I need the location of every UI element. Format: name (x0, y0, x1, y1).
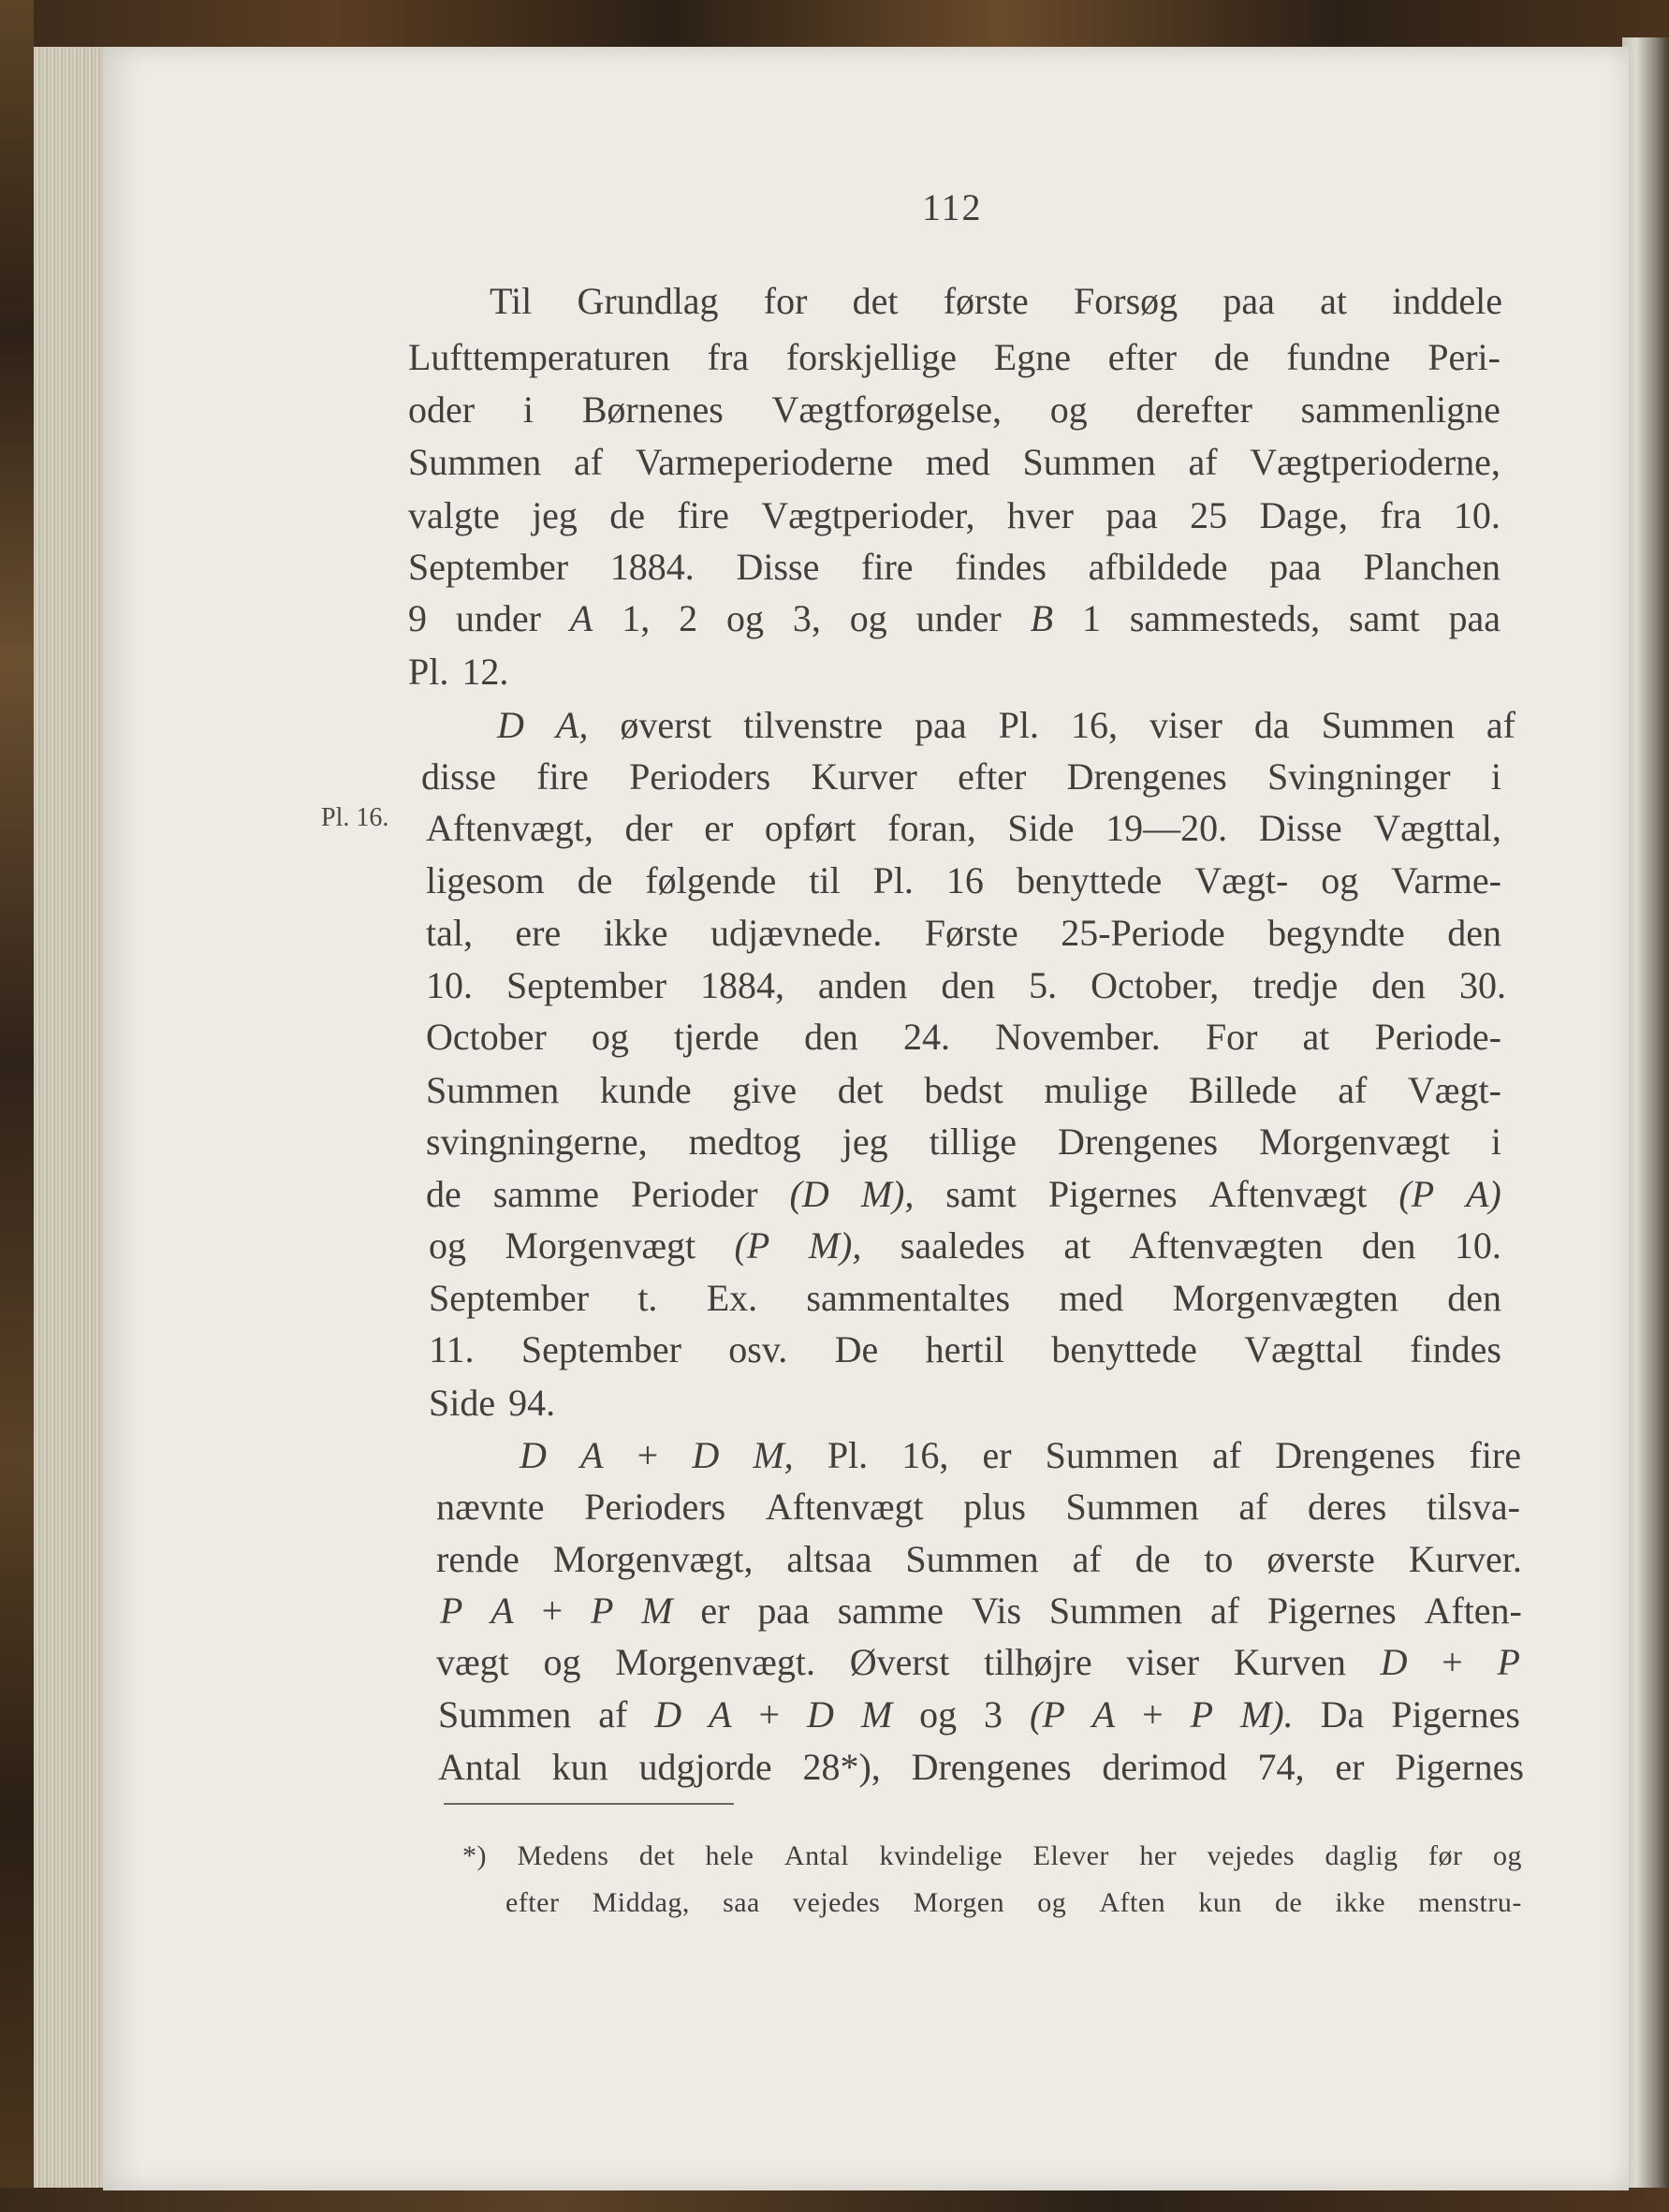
page-number: 112 (922, 186, 983, 228)
text-line: 10. September 1884, anden den 5. October, tredje den 30. (426, 964, 1506, 1006)
text-line: oder i Børnenes Vægtforøgelse, og derefter sammenligne (408, 388, 1501, 431)
text-line: Aftenvægt, der er opført foran, Side 19—20. Disse Vægttal, (426, 807, 1501, 849)
text-line: Summen af D A + D M og 3 (P A + P M). Da Pigernes (438, 1693, 1520, 1736)
text-line: P A + P M er paa samme Vis Summen af Pigernes Aften- (440, 1589, 1522, 1632)
page-edges (34, 47, 109, 2190)
text-line: D A + D M, Pl. 16, er Summen af Drengenes fire (520, 1434, 1521, 1476)
footnote-line: efter Middag, saa vejedes Morgen og Aften kun de ikke menstru- (505, 1887, 1522, 1918)
text-line: September t. Ex. sammentaltes med Morgenvægten den (429, 1277, 1501, 1319)
text-line: svingningerne, medtog jeg tillige Drengenes Morgenvægt i (426, 1121, 1501, 1163)
book-cover-left (0, 0, 34, 2212)
text-line: de samme Perioder (D M), samt Pigernes Aftenvægt (P A) (426, 1173, 1501, 1215)
text-line: Summen af Varmeperioderne med Summen af Vægtperioderne, (408, 441, 1501, 483)
text-line: vægt og Morgenvægt. Øverst tilhøjre viser Kurven D + P (436, 1641, 1520, 1683)
margin-note: Pl. 16. (321, 803, 389, 832)
text-line: Antal kun udgjorde 28*), Drengenes derimod 74, er Pigernes (438, 1746, 1524, 1788)
text-line: Til Grundlag for det første Forsøg paa at inddele (490, 280, 1502, 322)
text-line: Summen kunde give det bedst mulige Billede af Vægt- (426, 1069, 1501, 1111)
text-line: rende Morgenvægt, altsaa Summen af de to øverste Kurver. (436, 1538, 1522, 1580)
footnote-rule (444, 1803, 734, 1805)
text-line: tal, ere ikke udjævnede. Første 25-Periode begyndte den (426, 912, 1501, 954)
text-line: disse fire Perioders Kurver efter Drengenes Svingninger i (421, 755, 1501, 798)
text-line: September 1884. Disse fire findes afbildede paa Planchen (408, 546, 1501, 588)
text-line: 9 under A 1, 2 og 3, og under B 1 sammesteds, samt paa (408, 597, 1501, 639)
text-line: og Morgenvægt (P M), saaledes at Aftenvægten den 10. (429, 1224, 1501, 1267)
footnote-line: *) Medens det hele Antal kvindelige Elever her vejedes daglig før og (462, 1840, 1522, 1871)
text-line: ligesom de følgende til Pl. 16 benyttede Vægt- og Varme- (426, 859, 1501, 901)
text-line: Lufttemperaturen fra forskjellige Egne efter de fundne Peri- (408, 336, 1501, 378)
book-binding-bottom (0, 2188, 1669, 2212)
text-line: nævnte Perioders Aftenvægt plus Summen af deres tilsva- (436, 1486, 1520, 1528)
text-line: valgte jeg de fire Vægtperioder, hver paa 25 Dage, fra 10. (408, 494, 1501, 536)
text-line: Side 94. (429, 1382, 556, 1424)
text-line: Pl. 12. (408, 651, 509, 693)
text-line: 11. September osv. De hertil benyttede Vægttal findes (429, 1328, 1501, 1370)
text-line: October og tjerde den 24. November. For at Periode- (426, 1016, 1501, 1058)
text-line: D A, øverst tilvenstre paa Pl. 16, viser da Summen af (497, 704, 1515, 746)
page-edge-right (1622, 37, 1669, 2190)
